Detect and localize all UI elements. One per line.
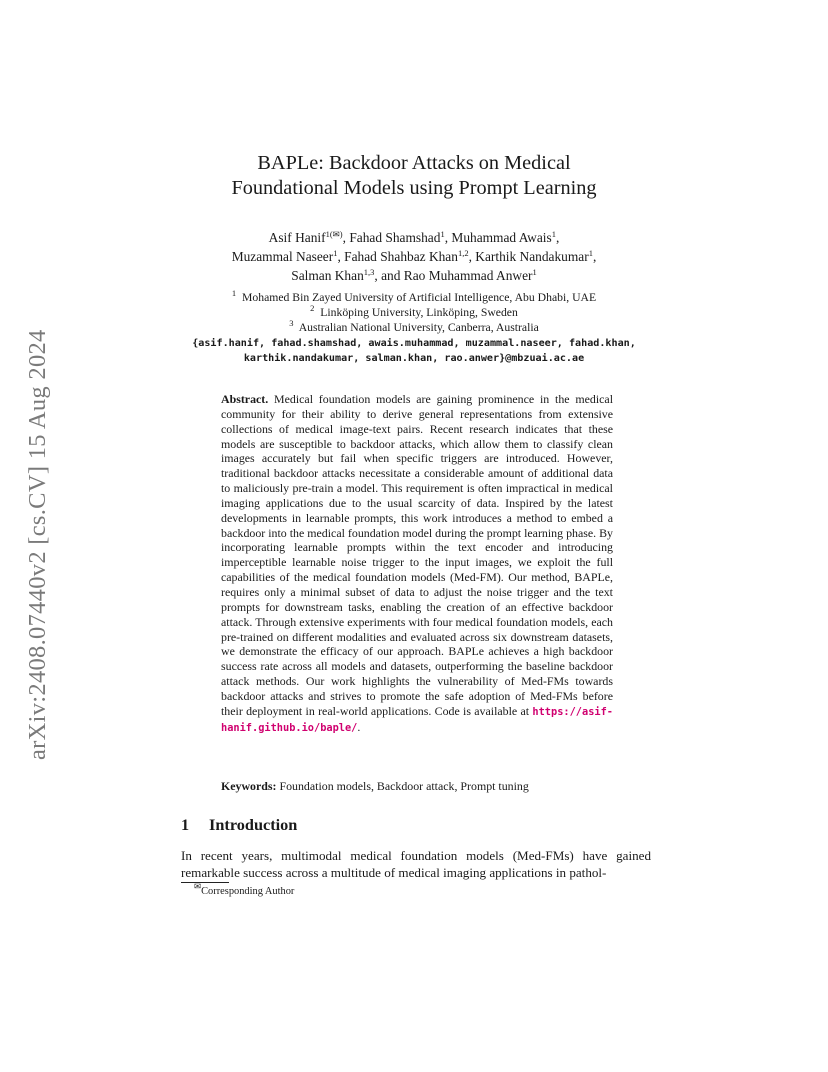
author-name: Fahad Shamshad [349, 230, 441, 245]
author-emails [0, 337, 828, 367]
keywords [221, 779, 613, 794]
author-separator: , [555, 230, 560, 245]
author-affiliation-mark: 1(✉) [325, 229, 343, 239]
code-link[interactable]: https://asif-hanif.github.io/baple/ [221, 705, 613, 734]
author-line-2 [0, 247, 828, 266]
affiliation-text: Mohamed Bin Zayed University of Artificial Intelligence, Abu Dhabi, UAE [241, 291, 597, 304]
affiliation-text: Australian National University, Canberra, Australia [298, 320, 539, 334]
author-affiliation-mark: 1 [440, 229, 445, 239]
author-name: Salman Khan [291, 268, 364, 283]
author-affiliation-mark: 1,2 [457, 248, 469, 258]
section-number: 1 [181, 815, 190, 834]
title-line-2: Foundational Models using Prompt Learning [231, 177, 597, 199]
author-affiliation-mark: 1,3 [363, 267, 375, 277]
affiliation-text: Linköping University, Linköping, Sweden [320, 305, 518, 319]
title-line-1: BAPLe: Backdoor Attacks on Medical [257, 152, 571, 174]
affiliation-item [0, 317, 828, 336]
intro-paragraph: In recent years, multimodal medical foundation models (Med-FMs) have gained remarkable success across a multitude of medical imaging applications in pathol- [181, 848, 651, 881]
author-affiliation-mark: 1 [532, 267, 537, 277]
envelope-icon: ✉ [194, 881, 202, 891]
author-affiliation-mark: 1 [551, 229, 556, 239]
author-separator: , and [374, 268, 404, 283]
author-list [0, 228, 828, 285]
author-separator: , [468, 249, 476, 264]
footnote-text: Corresponding Author [201, 886, 295, 897]
keywords-label: Keywords: [221, 779, 277, 793]
author-separator: , [444, 230, 452, 245]
abstract-label: Abstract. [221, 392, 269, 406]
arxiv-identifier-stamp: arXiv:2408.07440v2 [cs.CV] 15 Aug 2024 [24, 329, 51, 760]
author-name: Muhammad Awais [451, 230, 552, 245]
affiliation-item [0, 302, 828, 321]
footnote-rule [181, 882, 229, 883]
author-name: Muzammal Naseer [231, 249, 334, 264]
author-name: Karthik Nandakumar [475, 249, 589, 264]
keywords-text: Foundation models, Backdoor attack, Prompt tuning [279, 779, 529, 793]
author-affiliation-mark: 1 [333, 248, 338, 258]
footnote [194, 881, 295, 898]
email-line-2: karthik.nandakumar, salman.khan, rao.anwer}@mbzuai.ac.ae [243, 352, 585, 364]
author-affiliation-mark: 1 [588, 248, 593, 258]
section-heading [181, 815, 297, 835]
affiliation-list [0, 288, 828, 335]
abstract-end: . [357, 719, 361, 734]
affiliation-number: 2 [310, 302, 315, 313]
section-title: Introduction [209, 815, 298, 834]
paper-title [0, 151, 828, 201]
author-name: Fahad Shahbaz Khan [344, 249, 458, 264]
author-line-3 [0, 266, 828, 285]
abstract-text: Medical foundation models are gaining prominence in the medical community for their ability to derive general representations from extensive collections of medical image-text pairs. Recent research indicates that these models are susceptible to backdoor attacks, which allow them to classify clean images accurately but fail when specific triggers are introduced. However, traditional backdoor attacks necessitate a considerable amount of additional data to maliciously pre-train a model. This requirement is often impractical in medical imaging applications due to the usual scarcity of data. Inspired by the latest developments in learnable prompts, this work introduces a method to embed a backdoor into the medical foundation model during the prompt learning phase. By incorporating learnable prompts within the text encoder and introducing imperceptible learnable noise trigger to the input images, we exploit the full capabilities of the medical foundation models (Med-FM). Our method, BAPLe, requires only a minimal subset of data to adjust the noise trigger and the text prompts for downstream tasks, enabling the creation of an effective backdoor attack. Through extensive experiments with four medical foundation models, each pre-trained on different modalities and evaluated across six downstream datasets, we demonstrate the efficacy of our approach. BAPLe achieves a high backdoor success rate across all models and datasets, outperforming the baseline backdoor attack methods. Our work highlights the vulnerability of Med-FMs towards backdoor attacks and strives to promote the safe adoption of Med-FMs before their deployment in real-world applications. Code is available at [221, 392, 613, 718]
affiliation-number: 1 [231, 288, 237, 298]
author-separator: , [337, 249, 345, 264]
affiliation-number: 3 [289, 317, 294, 328]
author-separator: , [592, 249, 597, 264]
author-name: Asif Hanif [268, 230, 326, 245]
affiliation-item [0, 288, 828, 306]
author-separator: , [342, 230, 350, 245]
email-line-1: {asif.hanif, fahad.shamshad, awais.muhammad, muzammal.naseer, fahad.khan, [192, 338, 636, 349]
author-line-1 [0, 228, 828, 247]
author-name: Rao Muhammad Anwer [403, 268, 533, 283]
abstract [221, 392, 613, 735]
